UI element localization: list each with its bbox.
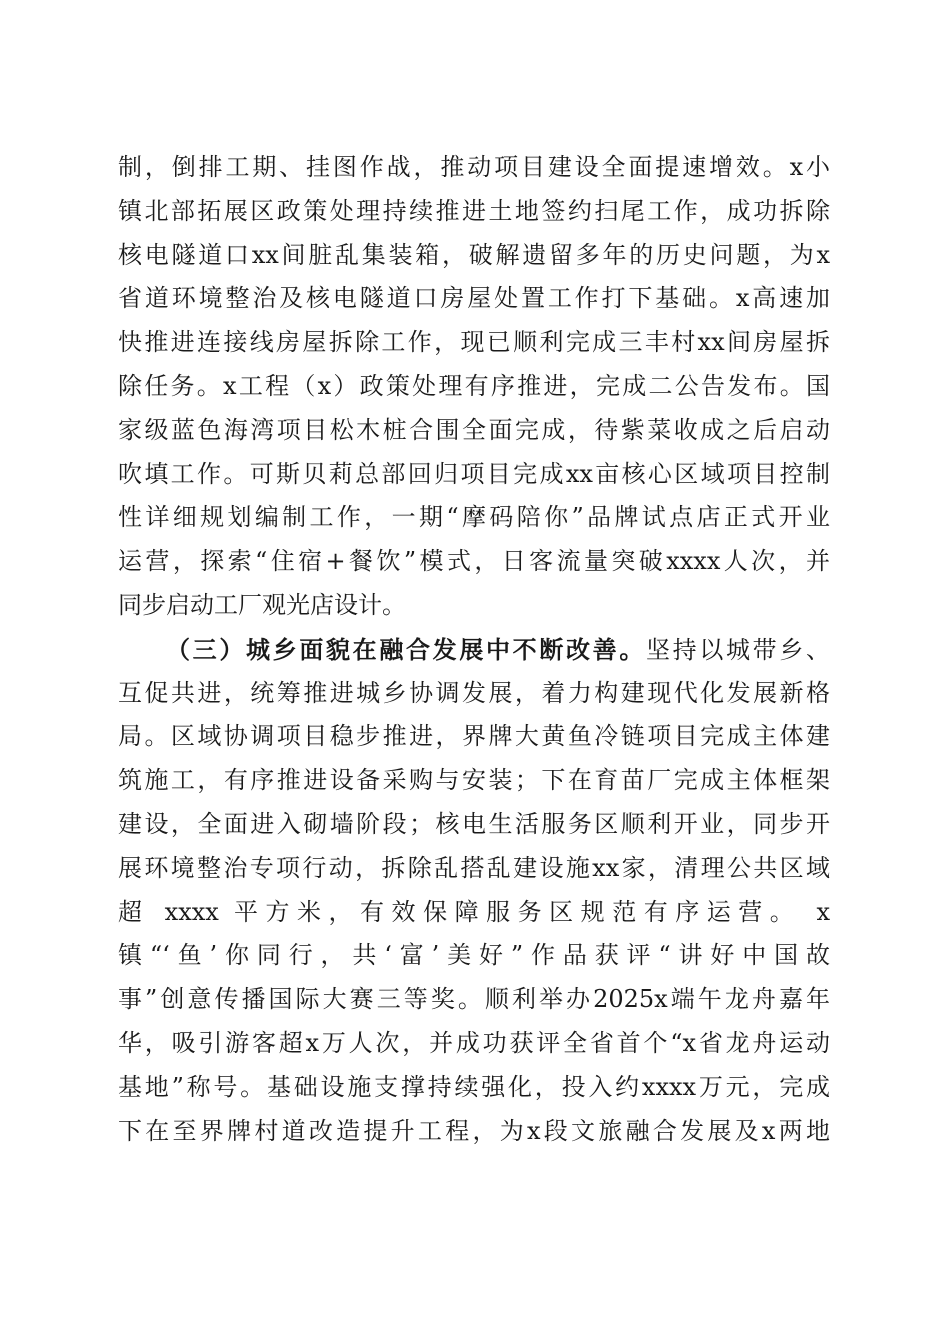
text-line: 展环境整治专项行动，拆除乱搭乱建设施xx家，清理公共区域 xyxy=(118,853,830,882)
text-line: 镇北部拓展区政策处理持续推进土地签约扫尾工作，成功拆除 xyxy=(118,196,830,225)
text-line: 镇“‘鱼’你同行，共‘富’美好”作品获评“讲好中国故 xyxy=(118,941,830,970)
text-line: 吹填工作。可斯贝莉总部回归项目完成xx亩核心区域项目控制 xyxy=(118,459,830,488)
text-line: 下在至界牌村道改造提升工程，为x段文旅融合发展及x两地 xyxy=(118,1116,830,1145)
text-line: 家级蓝色海湾项目松木桩合围全面完成，待紫菜收成之后启动 xyxy=(118,415,830,444)
paragraph-2 xyxy=(118,628,830,1154)
text-line: 同步启动工厂观光店设计。 xyxy=(118,590,406,619)
text-line: 制，倒排工期、挂图作战，推动项目建设全面提速增效。x小 xyxy=(118,153,830,181)
text-line: 事”创意传播国际大赛三等奖。顺利举办2025x端午龙舟嘉年 xyxy=(118,985,830,1014)
text-line: 局。区域协调项目稳步推进，界牌大黄鱼冷链项目完成主体建 xyxy=(118,722,830,751)
text-line: 核电隧道口xx间脏乱集装箱，破解遗留多年的历史问题，为x xyxy=(118,240,830,269)
paragraph-1 xyxy=(118,146,830,628)
text-line: 基地”称号。基础设施支撑持续强化，投入约xxxx万元，完成 xyxy=(118,1072,830,1101)
text-line: 筑施工，有序推进设备采购与安装；下在育苗厂完成主体框架 xyxy=(118,766,830,795)
text-line: 建设，全面进入砌墙阶段；核电生活服务区顺利开业，同步开 xyxy=(118,809,830,838)
heading-line-text: 坚持以城带乡、 xyxy=(646,635,830,664)
section-heading: （三）城乡面貌在融合发展中不断改善。 xyxy=(166,634,646,664)
text-line: 省道环境整治及核电隧道口房屋处置工作打下基础。x高速加 xyxy=(118,284,830,313)
text-line: 运营，探索“住宿+餐饮”模式，日客流量突破xxxx人次，并 xyxy=(118,547,830,576)
text-line: 快推进连接线房屋拆除工作，现已顺利完成三丰村xx间房屋拆 xyxy=(118,328,830,357)
text-line: 超 xxxx 平方米，有效保障服务区规范有序运营。 x xyxy=(118,897,830,926)
text-line: 华，吸引游客超x万人次，并成功获评全省首个“x省龙舟运动 xyxy=(118,1028,830,1057)
document-body xyxy=(118,146,830,1153)
text-line: 互促共进，统筹推进城乡协调发展，着力构建现代化发展新格 xyxy=(118,678,830,707)
text-line: 除任务。x工程（x）政策处理有序推进，完成二公告发布。国 xyxy=(118,371,830,400)
text-line: 性详细规划编制工作，一期“摩码陪你”品牌试点店正式开业 xyxy=(118,503,830,532)
section-heading-line xyxy=(118,628,830,672)
